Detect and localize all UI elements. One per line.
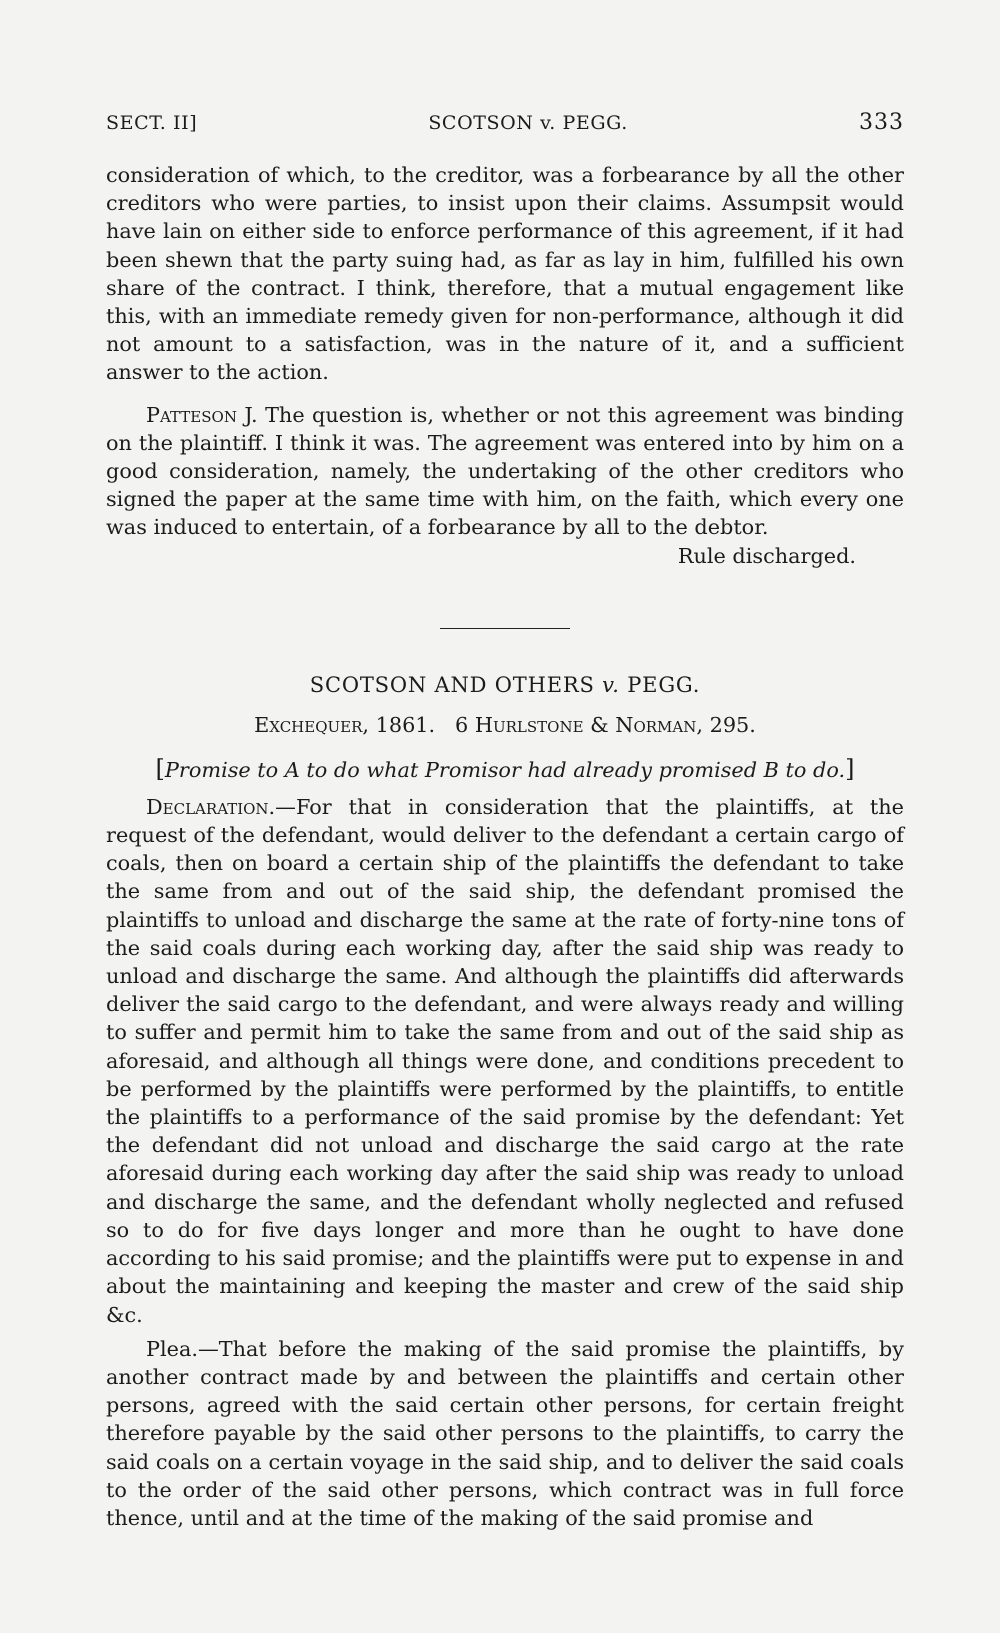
- court-name: Exchequer: [254, 712, 363, 737]
- headnote: [106, 755, 904, 783]
- running-title: SCOTSON v. PEGG.: [428, 112, 628, 134]
- case-title-versus: v.: [602, 672, 620, 697]
- headnote-bracket-close: ]: [845, 754, 855, 783]
- case-title-party-a: SCOTSON AND OTHERS: [309, 672, 603, 697]
- reporter-name-2: Norman: [615, 712, 697, 737]
- judge-name: Patteson J.: [146, 402, 258, 427]
- opening-paragraph: consideration of which, to the creditor, was a forbearance by all the other creditors who were parties, to insist upon their claims. Assumpsit would have lain on either side to enforce performance of this agreement, if it had been shewn that the party suing had, as far as lay in him, fulfilled his own share of the contract. I think, therefore, that a mutual engagement like this, with an immediate remedy given for non-performance, although it did not amount to a satisfaction, was in the nature of it, and a sufficient answer to the action.: [106, 163, 904, 385]
- headnote-text: Promise to A to do what Promisor had already promised B to do.: [164, 757, 846, 782]
- declaration-text: —For that in consideration that the plaintiffs, at the request of the defendant, would deliver to the defendant a certain cargo of coals, then on board a certain ship of the plaintiffs the defendant to take the same from and out of the said ship, the defendant promised the plaintiffs to unload and discharge the same at the rate of forty-nine tons of the said coals during each working day, after the said ship was ready to unload and discharge the same. And although the plaintiffs did afterwards deliver the said cargo to the defendant, and were always ready and willing to suffer and permit him to take the same from and out of the said ship as aforesaid, and although all things were done, and conditions precedent to be performed by the plaintiffs were performed by the plaintiffs, to entitle the plaintiffs to a performance of the said promise by the defendant: Yet the defendant did not unload and discharge the said cargo at the rate aforesaid during each working day after the said ship was ready to unload and discharge the same, and the defendant wholly neglected and refused so to do for five days longer and more than he ought to have done according to his said promise; and the plaintiffs were put to expense in and about the maintaining and keeping the master and crew of the said ship &c.: [106, 794, 904, 1327]
- patteson-text: The question is, whether or not this agreement was binding on the plaintiff. I think it was. The agreement was entered into by him on a good consideration, namely, the undertaking of the other creditors who signed the paper at the same time with him, on the faith, which every one was induced to entertain, of a forbearance by all to the debtor.: [106, 402, 904, 540]
- case-title-party-b: PEGG.: [619, 672, 701, 697]
- page-number: 333: [859, 110, 904, 135]
- case-title: [106, 673, 904, 697]
- running-header: [106, 110, 904, 135]
- rule-discharged: Rule discharged.: [677, 543, 856, 568]
- section-divider: [440, 628, 570, 629]
- declaration-label: Declaration.: [146, 794, 276, 819]
- reporter-page: , 295.: [696, 712, 756, 737]
- case-citation: [106, 713, 904, 737]
- patteson-opinion: [106, 401, 904, 542]
- reporter-ampersand: &: [583, 712, 616, 737]
- section-marker: SECT. II]: [106, 112, 198, 134]
- reporter-volume: 6: [455, 712, 475, 737]
- case-year: , 1861.: [362, 712, 436, 737]
- headnote-bracket-open: [: [155, 754, 165, 783]
- plea-paragraph: Plea.—That before the making of the said promise the plaintiffs, by another contract made by and between the plaintiffs and certain other persons, agreed with the said certain other persons, for certain freight therefore payable by the said other persons to the plaintiffs, to carry the said coals on a certain voyage in the said ship, and to deliver the said coals to the order of the said other persons, which contract was in full force thence, until and at the time of the making of the said promise and: [106, 1336, 904, 1530]
- declaration-paragraph: [106, 793, 904, 1329]
- reporter-name-1: Hurlstone: [474, 712, 584, 737]
